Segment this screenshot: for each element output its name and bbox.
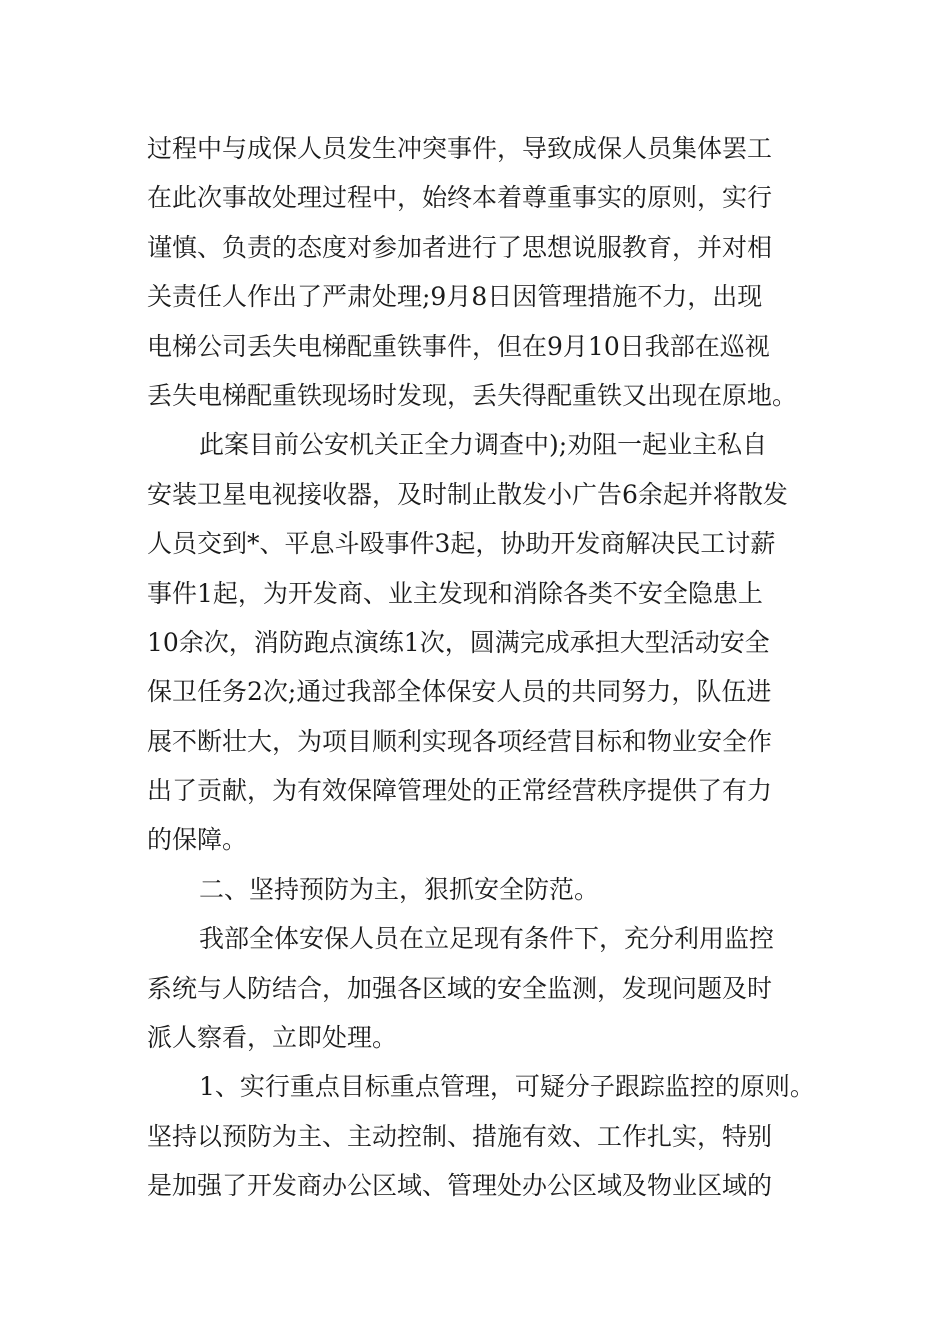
text-line: 安装卫星电视接收器，及时制止散发小广告6余起并将散发 bbox=[147, 479, 788, 509]
numbered-item-line: 1、实行重点目标重点管理，可疑分子跟踪监控的原则。 bbox=[199, 1072, 815, 1102]
text-line: 10余次，消防跑点演练1次，圆满完成承担大型活动安全 bbox=[147, 627, 770, 657]
text-line: 系统与人防结合，加强各区域的安全监测，发现问题及时 bbox=[147, 973, 773, 1003]
text-line: 关责任人作出了严肃处理;9月8日因管理措施不力，出现 bbox=[147, 282, 763, 312]
text-line: 的保障。 bbox=[147, 825, 248, 855]
paragraph-start-line: 我部全体安保人员在立足现有条件下，充分利用监控 bbox=[199, 924, 775, 954]
text-line: 派人察看，立即处理。 bbox=[147, 1023, 398, 1053]
text-line: 过程中与成保人员发生冲突事件，导致成保人员集体罢工 bbox=[147, 134, 773, 163]
text-line: 事件1起，为开发商、业主发现和消除各类不安全隐患上 bbox=[147, 578, 763, 608]
text-line: 人员交到*、平息斗殴事件3起，协助开发商解决民工讨薪 bbox=[147, 529, 776, 559]
paragraph-start-line: 此案目前公安机关正全力调查中);劝阻一起业主私自 bbox=[199, 430, 768, 460]
text-line: 是加强了开发商办公区域、管理处办公区域及物业区域的 bbox=[147, 1171, 773, 1201]
text-line: 谨慎、负责的态度对参加者进行了思想说服教育，并对相 bbox=[147, 232, 773, 262]
text-line: 出了贡献，为有效保障管理处的正常经营秩序提供了有力 bbox=[147, 776, 773, 806]
text-line: 展不断壮大，为项目顺利实现各项经营目标和物业安全作 bbox=[147, 726, 773, 756]
text-line: 丢失电梯配重铁现场时发现，丢失得配重铁又出现在原地。 bbox=[147, 380, 798, 410]
text-line: 电梯公司丢失电梯配重铁事件，但在9月10日我部在巡视 bbox=[147, 331, 770, 361]
text-line: 在此次事故处理过程中，始终本着尊重事实的原则，实行 bbox=[147, 183, 773, 213]
section-heading: 二、坚持预防为主，狠抓安全防范。 bbox=[199, 874, 600, 904]
document-body bbox=[147, 124, 827, 1211]
text-line: 保卫任务2次;通过我部全体保安人员的共同努力，队伍进 bbox=[147, 677, 772, 707]
text-line: 坚持以预防为主、主动控制、措施有效、工作扎实，特别 bbox=[147, 1121, 773, 1151]
